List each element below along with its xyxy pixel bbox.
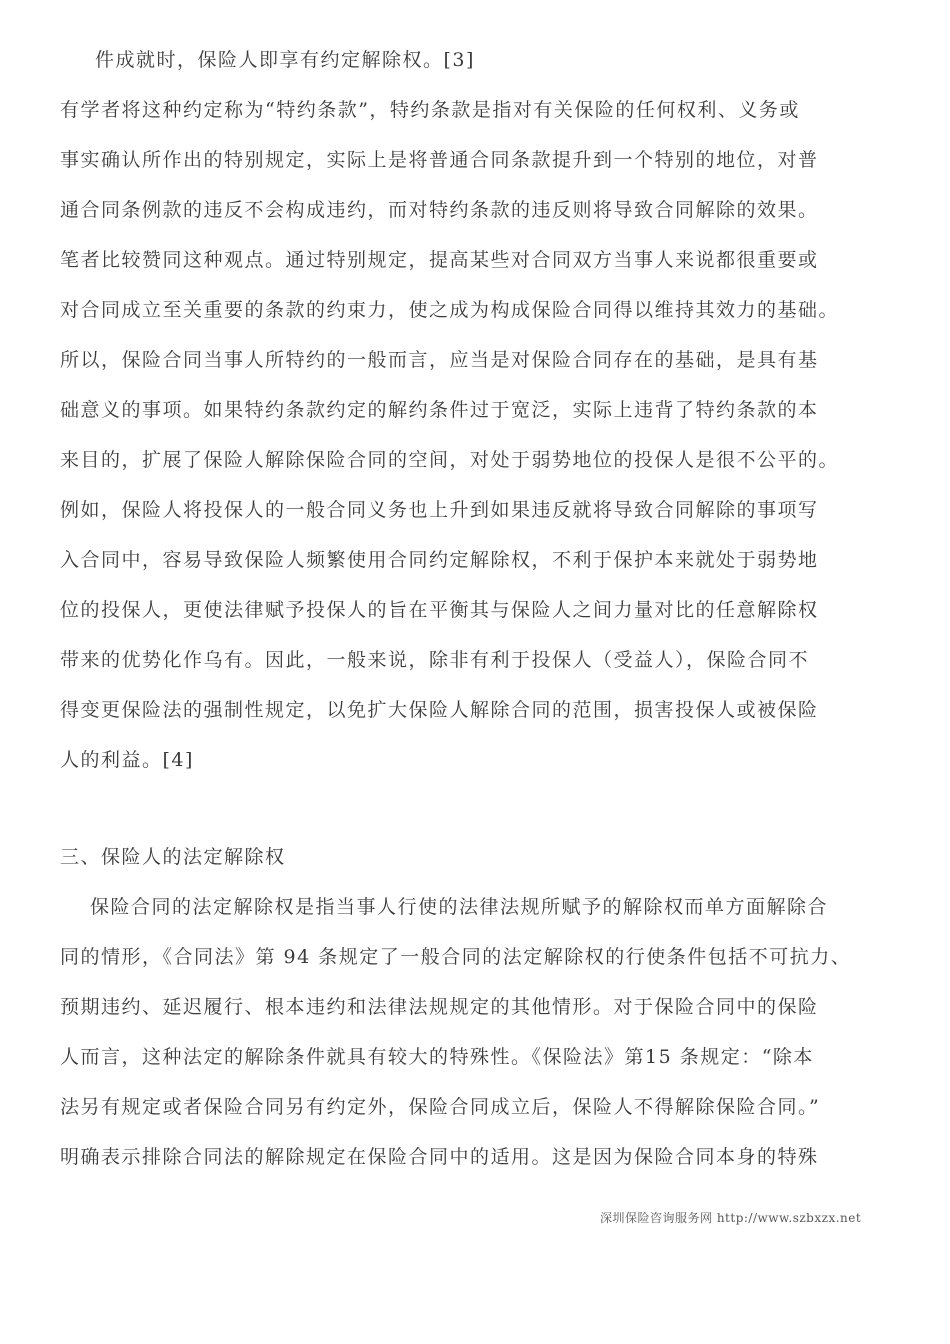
text-line: 来目的，扩展了保险人解除保险合同的空间，对处于弱势地位的投保人是很不公平的。 bbox=[60, 449, 840, 471]
text-line: 法另有规定或者保险合同另有约定外，保险合同成立后，保险人不得解除保险合同。” bbox=[60, 1096, 821, 1118]
text-line: 带来的优势化作乌有。因此，一般来说，除非有利于投保人（受益人），保险合同不 bbox=[60, 649, 810, 671]
text-line: 通合同条例款的违反不会构成违约，而对特约条款的违反则将导致合同解除的效果。 bbox=[60, 199, 819, 221]
text-line: 例如，保险人将投保人的一般合同义务也上升到如果违反就将导致合同解除的事项写 bbox=[60, 499, 819, 521]
text-line: 人而言，这种法定的解除条件就具有较大的特殊性。《保险法》第15 条规定：“除本 bbox=[60, 1046, 814, 1068]
text-line: 预期违约、延迟履行、根本违约和法律法规规定的其他情形。对于保险合同中的保险 bbox=[60, 996, 819, 1018]
text-line: 笔者比较赞同这种观点。通过特别规定，提高某些对合同双方当事人来说都很重要或 bbox=[60, 249, 819, 271]
text-line: 保险合同的法定解除权是指当事人行使的法律法规所赋予的解除权而单方面解除合 bbox=[90, 896, 829, 918]
text-line: 对合同成立至关重要的条款的约束力，使之成为构成保险合同得以维持其效力的基础。 bbox=[60, 299, 840, 321]
text-line: 础意义的事项。如果特约条款约定的解约条件过于宽泛，实际上违背了特约条款的本 bbox=[60, 399, 819, 421]
text-line: 位的投保人，更使法律赋予投保人的旨在平衡其与保险人之间力量对比的任意解除权 bbox=[60, 599, 819, 621]
text-line: 所以，保险合同当事人所特约的一般而言，应当是对保险合同存在的基础，是具有基 bbox=[60, 349, 819, 371]
section-heading: 三、保险人的法定解除权 bbox=[60, 846, 286, 868]
text-line: 件成就时，保险人即享有约定解除权。[3] bbox=[95, 49, 475, 71]
text-line: 入合同中，容易导致保险人频繁使用合同约定解除权，不利于保护本来就处于弱势地 bbox=[60, 549, 819, 571]
text-line: 得变更保险法的强制性规定，以免扩大保险人解除合同的范围，损害投保人或被保险 bbox=[60, 699, 819, 721]
text-line: 有学者将这种约定称为“特约条款”，特约条款是指对有关保险的任何权利、义务或 bbox=[60, 99, 800, 121]
text-line: 事实确认所作出的特别规定，实际上是将普通合同条款提升到一个特别的地位，对普 bbox=[60, 149, 819, 171]
text-line: 同的情形，《合同法》第 94 条规定了一般合同的法定解除权的行使条件包括不可抗力、 bbox=[60, 946, 852, 968]
page-footer: 深圳保险咨询服务网 http://www.szbxzx.net bbox=[600, 1211, 862, 1225]
text-line: 人的利益。[4] bbox=[60, 749, 194, 771]
text-line: 明确表示排除合同法的解除规定在保险合同中的适用。这是因为保险合同本身的特殊 bbox=[60, 1146, 819, 1168]
